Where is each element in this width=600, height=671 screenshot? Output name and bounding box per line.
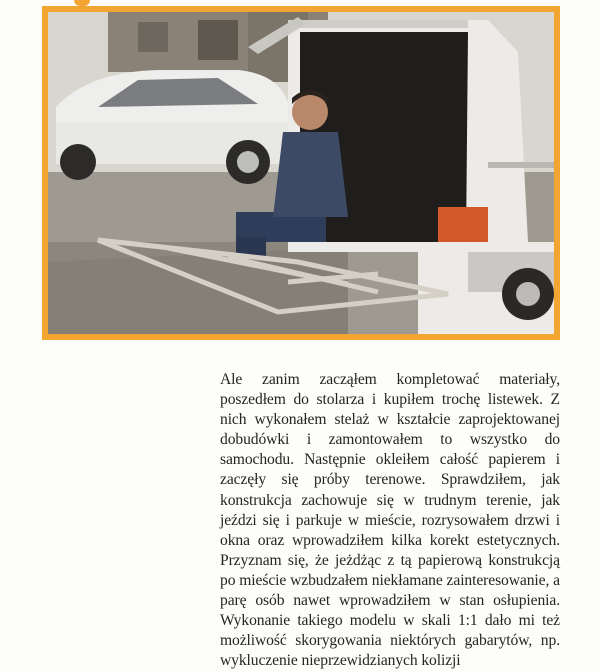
article-paragraph: Ale zanim zacząłem kompletować materiały, poszedłem do stolarza i kupiłem trochę listewek. Z nich wykonałem stelaż w kształcie zaprojektowanej dobudówki i zamontowałem to wszystko do samochodu. Następnie okleiłem całość papierem i zaczęły się próby terenowe. Sprawdziłem, jak konstrukcja zachowuje się w trudnym terenie, jak jeździ się i parkuje w mieście, rozrysowałem drzwi i okna oraz wprowadziłem kilka korekt estetycznych. Przyznam się, że jeżdżąc z tą papierową konstrukcją po mieście wzbudzałem niekłamane zainteresowanie, a parę osób nawet wprowadziłem w stan osłupienia. Wykonanie takiego modelu w skali 1:1 dało mi też możliwość skorygowania niektórych gabarytów, np. wykluczenie nieprzewidzianych kolizji bbox=[220, 371, 560, 670]
article-text bbox=[220, 370, 560, 670]
photo-car-van-man bbox=[48, 12, 554, 334]
photo-frame bbox=[42, 6, 560, 340]
